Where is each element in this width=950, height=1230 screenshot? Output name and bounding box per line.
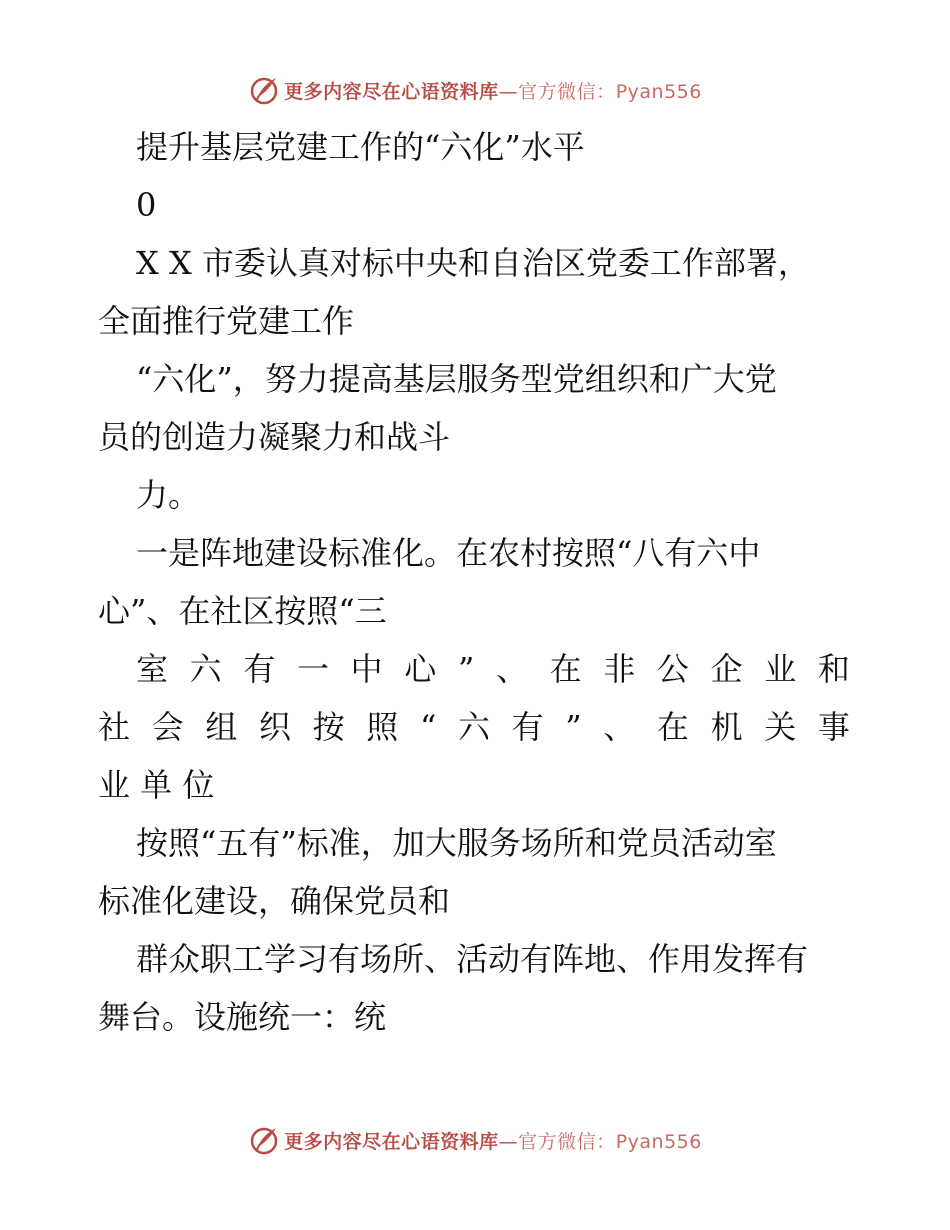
paragraph-line: 舞台。设施统一：统 <box>98 998 387 1036</box>
spread-char: 机 <box>710 708 743 746</box>
spread-char: “ <box>419 708 437 746</box>
watermark-separator: — <box>498 80 519 103</box>
spread-char: 有 <box>243 650 276 688</box>
watermark-text <box>284 77 702 104</box>
paragraph-line: 一是阵地建设标准化。在农村按照“八有六中 <box>136 534 761 572</box>
spread-char: 、 <box>603 708 636 746</box>
paragraph-line: 群众职工学习有场所、活动有阵地、作用发挥有 <box>136 940 809 978</box>
document-title: 提升基层党建工作的“六化”水平 <box>136 128 585 166</box>
spread-char: 和 <box>817 650 850 688</box>
watermark-wechat-label: 官方微信： <box>518 1130 616 1153</box>
spread-char: 室 <box>136 650 169 688</box>
spread-char: 六 <box>457 708 490 746</box>
watermark-separator: — <box>498 1130 519 1153</box>
spread-char: 会 <box>151 708 184 746</box>
spread-char: 公 <box>656 650 689 688</box>
spread-char: ” <box>565 708 582 746</box>
spread-char: 织 <box>258 708 291 746</box>
paragraph-line: 标准化建设，确保党员和 <box>98 882 451 920</box>
spread-char: 企 <box>710 650 743 688</box>
paragraph-line-spread <box>98 698 850 756</box>
watermark-brand: 更多内容尽在心语资料库 <box>284 1130 499 1153</box>
paragraph-line: 业 单 位 <box>98 766 215 804</box>
spread-char: 在 <box>656 708 689 746</box>
spread-char: 按 <box>312 708 345 746</box>
paragraph-line-spread <box>98 640 850 698</box>
paragraph-line: X X 市委认真对标中央和自治区党委工作部署， <box>136 244 810 282</box>
header-watermark <box>0 70 950 110</box>
spread-char: 、 <box>495 650 528 688</box>
paragraph-line: 员的创造力凝聚力和战斗 <box>98 418 451 456</box>
watermark-wechat-id: Pyan556 <box>615 1130 702 1153</box>
watermark-brand: 更多内容尽在心语资料库 <box>284 80 499 103</box>
paragraph-line: 心”、在社区按照“三 <box>98 592 387 630</box>
spread-char: 中 <box>350 650 383 688</box>
spread-char: 关 <box>764 708 797 746</box>
spread-char: 一 <box>296 650 329 688</box>
watermark-text <box>284 1127 702 1154</box>
document-number: 0 <box>136 186 157 224</box>
paragraph-line: 按照“五有”标准，加大服务场所和党员活动室 <box>136 824 777 862</box>
spread-char: ” <box>457 650 475 688</box>
quill-logo-icon <box>248 74 280 106</box>
spread-char: 心 <box>404 650 437 688</box>
spread-char: 业 <box>764 650 797 688</box>
spread-char: 事 <box>817 708 850 746</box>
footer-watermark <box>0 1120 950 1160</box>
spread-char: 在 <box>549 650 582 688</box>
paragraph-line: 全面推行党建工作 <box>98 302 355 340</box>
spread-char: 六 <box>189 650 222 688</box>
document-body <box>98 118 850 1046</box>
paragraph-line: 力。 <box>136 476 201 514</box>
spread-char: 社 <box>98 708 131 746</box>
paragraph-line: “六化”，努力提高基层服务型党组织和广大党 <box>136 360 777 398</box>
spread-char: 有 <box>511 708 544 746</box>
quill-logo-icon <box>248 1124 280 1156</box>
watermark-wechat-id: Pyan556 <box>615 80 702 103</box>
watermark-wechat-label: 官方微信： <box>518 80 616 103</box>
spread-char: 非 <box>603 650 636 688</box>
spread-char: 照 <box>366 708 399 746</box>
spread-char: 组 <box>205 708 238 746</box>
